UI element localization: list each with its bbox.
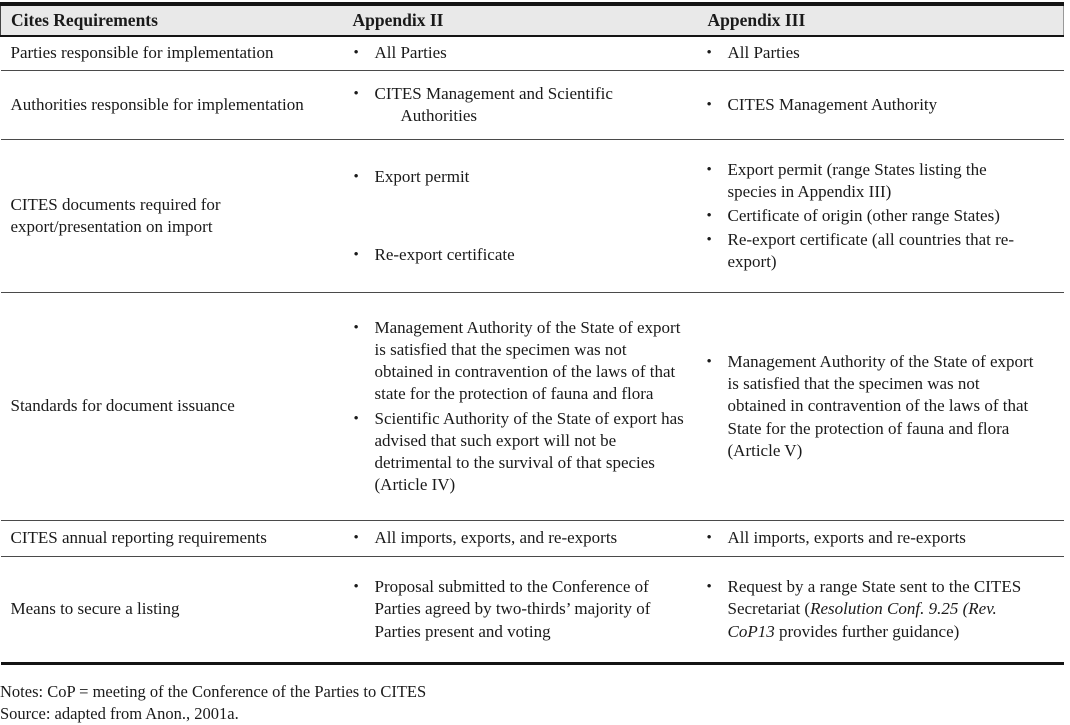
bullet-item	[707, 205, 1036, 227]
bullet-item	[707, 229, 1036, 273]
bullet-text	[728, 527, 1036, 549]
bullet-list	[707, 351, 1036, 461]
bullet-icon: •	[706, 207, 712, 224]
bullet-icon: •	[353, 246, 359, 263]
bullet-text	[728, 94, 1036, 116]
bullet-item	[707, 94, 1036, 116]
bullet-icon: •	[706, 96, 712, 113]
requirement-label: Standards for document issuance	[10, 396, 235, 416]
bullet-list	[354, 527, 689, 549]
text-segment: Resolution Conf. 9.25 (Rev. CoP13	[727, 599, 997, 641]
text-segment: Export permit	[374, 167, 470, 187]
text-segment: All Parties	[374, 43, 447, 63]
notes-line: Notes: CoP = meeting of the Conference of the Parties to CITES	[0, 682, 427, 701]
appendix-iii-cell	[701, 140, 1064, 293]
requirement-cell	[1, 521, 346, 557]
bullet-icon: •	[353, 169, 359, 186]
table-row	[1, 293, 1064, 521]
bullet-item	[354, 166, 689, 188]
column-header-appendix-ii: Appendix II	[346, 4, 701, 36]
appendix-ii-cell	[346, 36, 701, 71]
text-segment: Management Authority of the State of export is satisfied that the specimen was not obtained in contravention of the laws of that State for the protection of fauna and flora (Article V)	[727, 352, 1034, 460]
text-segment: CITES Management Authority	[727, 94, 938, 114]
text-segment: Re-export certificate	[374, 244, 515, 264]
source-line: Source: adapted from Anon., 2001a.	[0, 703, 239, 723]
text-segment: Export permit (range States listing the species in Appendix III)	[727, 159, 987, 201]
bullet-icon: •	[706, 354, 712, 371]
appendix-ii-cell	[346, 557, 701, 664]
bullet-item	[354, 83, 689, 127]
bullet-text	[728, 351, 1036, 461]
bullet-text	[375, 83, 689, 127]
bullet-icon: •	[353, 45, 359, 62]
bullet-icon: •	[706, 530, 712, 547]
table-footnotes	[0, 681, 1070, 725]
bullet-list	[707, 576, 1036, 642]
requirement-label: Means to secure a listing	[10, 599, 180, 619]
table-row	[1, 557, 1064, 664]
appendix-iii-cell	[701, 521, 1064, 557]
bullet-text	[728, 229, 1036, 273]
text-segment: All Parties	[727, 43, 800, 63]
text-segment: Proposal submitted to the Conference of Parties agreed by two-thirds’ majority of Parties present and voting	[374, 577, 651, 641]
bullet-text	[728, 42, 1036, 64]
bullet-icon: •	[706, 579, 712, 596]
table-body	[1, 36, 1064, 664]
bullet-list	[354, 83, 689, 127]
cites-requirements-table	[0, 2, 1064, 665]
requirement-label: CITES annual reporting requirements	[10, 528, 267, 548]
requirement-label: Authorities responsible for implementation	[10, 94, 304, 114]
appendix-ii-cell	[346, 71, 701, 140]
text-segment: Re-export certificate (all countries that re-export)	[727, 230, 1014, 272]
requirement-cell	[1, 293, 346, 521]
bullet-icon: •	[353, 530, 359, 547]
requirement-label: CITES documents required for export/presentation on import	[10, 194, 221, 236]
bullet-text	[375, 244, 689, 266]
table-header	[1, 4, 1064, 36]
bullet-icon: •	[353, 410, 359, 427]
table-row	[1, 521, 1064, 557]
column-header-cites-requirements: Cites Requirements	[1, 4, 346, 36]
bullet-list	[354, 42, 689, 64]
bullet-icon: •	[706, 161, 712, 178]
bullet-icon: •	[353, 579, 359, 596]
text-segment: provides further guidance)	[774, 621, 960, 641]
bullet-list	[354, 317, 689, 496]
bullet-item	[354, 408, 689, 496]
requirement-cell	[1, 557, 346, 664]
bullet-text	[375, 408, 689, 496]
requirement-label: Parties responsible for implementation	[10, 43, 274, 63]
bullet-text	[728, 576, 1036, 642]
bullet-item	[707, 351, 1036, 461]
appendix-iii-cell	[701, 36, 1064, 71]
text-segment: All imports, exports, and re-exports	[374, 528, 618, 548]
bullet-text	[375, 42, 689, 64]
bullet-text	[728, 205, 1036, 227]
column-header-appendix-iii: Appendix III	[701, 4, 1064, 36]
table-row	[1, 71, 1064, 140]
bullet-icon: •	[706, 45, 712, 62]
requirement-cell	[1, 36, 346, 71]
bullet-item	[354, 527, 689, 549]
bullet-item	[354, 576, 689, 642]
text-segment: Certificate of origin (other range States)	[727, 205, 1000, 225]
text-segment: All imports, exports and re-exports	[727, 528, 966, 548]
bullet-item	[707, 527, 1036, 549]
bullet-item	[707, 42, 1036, 64]
bullet-list	[354, 576, 689, 642]
appendix-ii-cell	[346, 140, 701, 293]
bullet-icon: •	[706, 232, 712, 249]
bullet-text	[728, 159, 1036, 203]
bullet-item	[707, 159, 1036, 203]
bullet-item	[354, 244, 689, 266]
bullet-icon: •	[353, 320, 359, 337]
bullet-icon: •	[353, 85, 359, 102]
bullet-text	[375, 317, 689, 405]
bullet-text	[375, 527, 689, 549]
table-row	[1, 140, 1064, 293]
bullet-item	[354, 42, 689, 64]
bullet-list	[707, 159, 1036, 273]
bullet-text	[375, 576, 689, 642]
bullet-item	[707, 576, 1036, 642]
bullet-list	[354, 166, 689, 265]
text-segment: Scientific Authority of the State of export has advised that such export will not be detrimental to the survival of that species (Article IV)	[374, 408, 684, 494]
appendix-iii-cell	[701, 71, 1064, 140]
text-segment: Request by a range State sent to the CITES Secretariat (	[727, 577, 1022, 619]
bullet-list	[707, 42, 1036, 64]
appendix-iii-cell	[701, 557, 1064, 664]
bullet-list	[707, 94, 1036, 116]
requirement-cell	[1, 140, 346, 293]
text-segment: CITES Management and Scientific Authorities	[374, 83, 613, 125]
bullet-text	[375, 166, 689, 188]
table-row	[1, 36, 1064, 71]
appendix-ii-cell	[346, 521, 701, 557]
bullet-item	[354, 317, 689, 405]
appendix-ii-cell	[346, 293, 701, 521]
requirement-cell	[1, 71, 346, 140]
header-row	[1, 4, 1064, 36]
bullet-list	[707, 527, 1036, 549]
text-segment: Management Authority of the State of export is satisfied that the specimen was not obtained in contravention of the laws of that state for the protection of fauna and flora	[374, 318, 681, 404]
appendix-iii-cell	[701, 293, 1064, 521]
